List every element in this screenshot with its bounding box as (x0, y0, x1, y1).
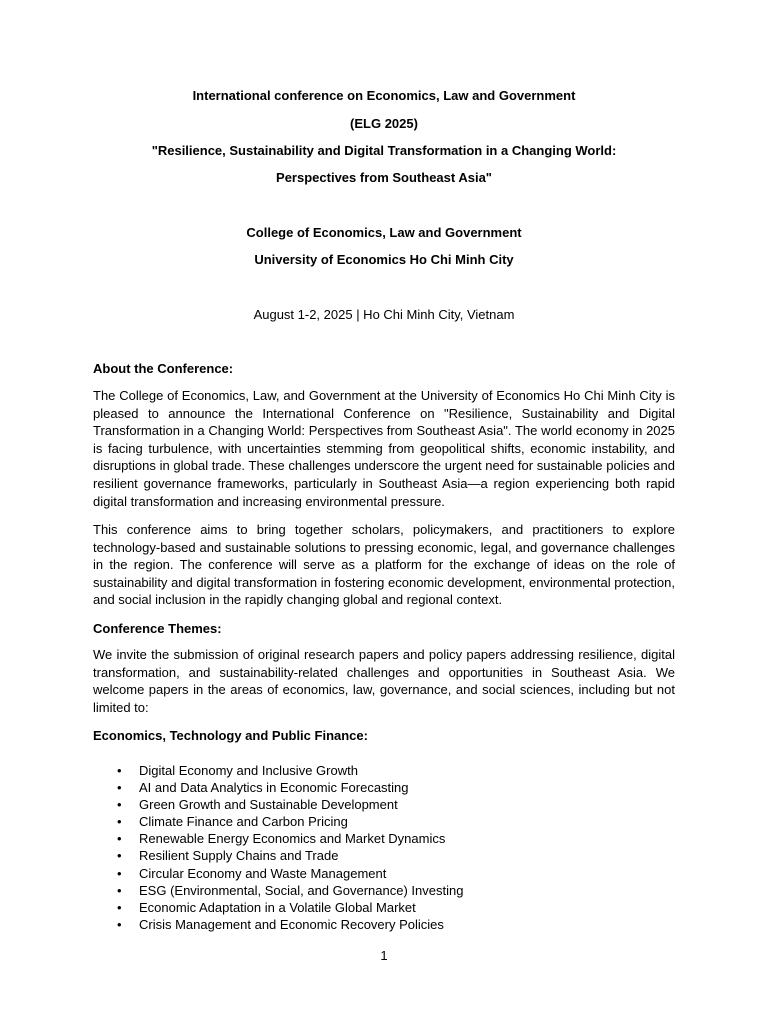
list-item-text: AI and Data Analytics in Economic Forecasting (139, 780, 409, 796)
theme-list (93, 762, 675, 933)
list-item (93, 916, 675, 933)
themes-intro: We invite the submission of original research papers and policy papers addressing resilience, digital transformation, and sustainability-related challenges and opportunities in Southeast Asia. We welcome papers in the areas of economics, law, governance, and social sciences, including but not limited to: (93, 647, 675, 715)
bullet-icon: • (117, 797, 122, 813)
list-item-text: Resilient Supply Chains and Trade (139, 848, 339, 864)
bullet-icon: • (117, 899, 122, 915)
list-item-text: Climate Finance and Carbon Pricing (139, 814, 348, 830)
bullet-icon: • (117, 814, 122, 830)
list-item (93, 865, 675, 882)
page-number: 1 (380, 948, 388, 963)
list-item (93, 830, 675, 847)
list-item (93, 882, 675, 899)
list-item (93, 762, 675, 779)
bullet-icon: • (117, 848, 122, 864)
themes-heading: Conference Themes: (93, 621, 222, 636)
bullet-icon: • (117, 780, 122, 796)
themes-subheading: Economics, Technology and Public Finance: (93, 728, 368, 743)
list-item (93, 847, 675, 864)
conference-name: International conference on Economics, Law and Government (192, 88, 576, 103)
university-name: University of Economics Ho Chi Minh City (254, 252, 514, 267)
bullet-icon: • (117, 916, 122, 932)
bullet-icon: • (117, 763, 122, 778)
list-item-text: Green Growth and Sustainable Development (139, 797, 398, 813)
college-name: College of Economics, Law and Government (246, 225, 522, 240)
list-item (93, 796, 675, 813)
list-item-text: Renewable Energy Economics and Market Dynamics (139, 831, 446, 847)
conference-theme-line1: "Resilience, Sustainability and Digital Transformation in a Changing World: (151, 143, 617, 158)
bullet-icon: • (117, 882, 122, 898)
conference-theme-line2: Perspectives from Southeast Asia" (276, 170, 492, 185)
about-paragraph-1: The College of Economics, Law, and Government at the University of Economics Ho Chi Minh City is pleased to announce the International Conference on "Resilience, Sustainability and Digital Transformation in a Changing World: Perspectives from Southeast Asia". The world economy in 2025 is facing turbulence, with uncertainties stemming from geopolitical shifts, economic instability, and disruptions in global trade. These challenges underscore the urgent need for sustainable policies and resilient governance frameworks, particularly in Southeast Asia—a region experiencing both rapid digital transformation and increasing environmental pressure. (93, 388, 675, 509)
bullet-icon: • (117, 865, 122, 881)
list-item-text: ESG (Environmental, Social, and Governance) Investing (139, 882, 464, 898)
list-item (93, 779, 675, 796)
bullet-icon: • (117, 831, 122, 847)
list-item-text: Circular Economy and Waste Management (139, 865, 387, 881)
date-location: August 1-2, 2025 | Ho Chi Minh City, Vietnam (253, 307, 515, 322)
about-paragraph-2: This conference aims to bring together scholars, policymakers, and practitioners to explore technology-based and sustainable solutions to pressing economic, legal, and governance challenges in the region. The conference will serve as a platform for the exchange of ideas on the role of sustainability and digital transformation in fostering economic development, environmental protection, and social inclusion in the rapidly changing global and regional context. (93, 522, 675, 608)
list-item-text: Economic Adaptation in a Volatile Global Market (139, 899, 416, 915)
list-item-text: Digital Economy and Inclusive Growth (139, 763, 358, 778)
list-item (93, 899, 675, 916)
about-heading: About the Conference: (93, 361, 234, 376)
conference-acronym: (ELG 2025) (350, 116, 418, 131)
list-item-text: Crisis Management and Economic Recovery Policies (139, 916, 444, 932)
list-item (93, 813, 675, 830)
